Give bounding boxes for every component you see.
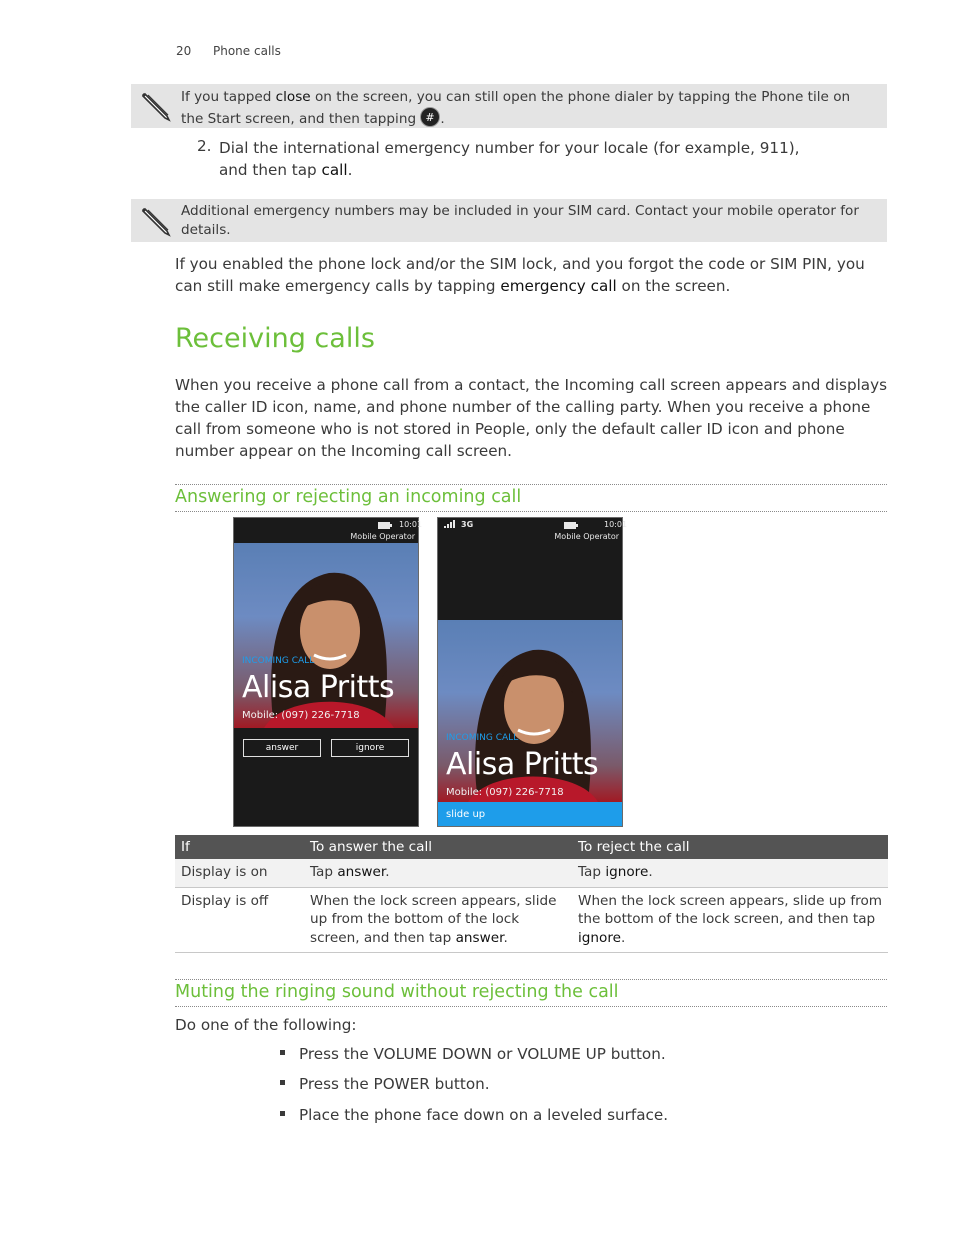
emergency-call-keyword: emergency call [500, 277, 617, 295]
answer-reject-table [175, 835, 888, 953]
ignore-keyword: ignore [605, 864, 649, 880]
table-cell: When the lock screen appears, slide up from the bottom of the lock screen, and then tap ignore. [572, 887, 888, 953]
slide-up-bar[interactable] [438, 802, 622, 826]
table-header: To answer the call [304, 835, 572, 859]
intro-paragraph: When you receive a phone call from a contact, the Incoming call screen appears and displays the caller ID icon, name, and phone number of the calling party. When you receive a phone call from someone who is not stored in People, only the default caller ID icon and phone number appear on the Incoming call screen. [175, 376, 888, 460]
operator-label: Mobile Operator [554, 532, 619, 541]
clock: 10:01 [399, 520, 423, 529]
subheading-answering: Answering or rejecting an incoming call [175, 484, 887, 512]
heading-receiving-calls: Receiving calls [175, 323, 375, 354]
call-keyword: call [321, 161, 348, 179]
caller-name: Alisa Pritts [446, 747, 599, 782]
table-header-row [175, 835, 888, 859]
ignore-button[interactable]: ignore [331, 739, 409, 757]
step-text: Dial the international emergency number for your locale (for example, 911), and then tap call. [219, 139, 800, 179]
caller-number: Mobile: (097) 226-7718 [242, 710, 360, 721]
pencil-note-icon [139, 205, 173, 239]
note-text: Additional emergency numbers may be included in your SIM card. Contact your mobile operator for details. [181, 203, 859, 238]
incoming-call-label: INCOMING CALL [446, 733, 519, 743]
operator-label: Mobile Operator [350, 532, 415, 541]
battery-icon [564, 522, 578, 529]
close-keyword: close [275, 89, 311, 105]
clock: 10:01 [604, 520, 628, 529]
keypad-icon: # [420, 107, 440, 127]
table-header: To reject the call [572, 835, 888, 859]
note-text: If you tapped close on the screen, you can still open the phone dialer by tapping the Phone tile on the Start screen, and then tapping # . [181, 89, 851, 127]
subheading-muting: Muting the ringing sound without rejecting the call [175, 979, 887, 1007]
caller-name: Alisa Pritts [242, 670, 395, 705]
slide-up-label: slide up [446, 809, 486, 820]
note-box-emergency [131, 199, 887, 242]
bullet-icon [280, 1050, 285, 1055]
table-header: If [175, 835, 304, 859]
table-cell: Tap answer. [304, 859, 572, 887]
network-label: 3G [461, 520, 474, 529]
incoming-call-label: INCOMING CALL [242, 656, 315, 666]
answer-keyword: answer [455, 929, 504, 946]
table-cell: Display is on [175, 859, 304, 887]
phone-screenshot-display-off [437, 517, 628, 827]
note-box-close [131, 84, 887, 128]
answer-keyword: answer [337, 864, 386, 880]
do-one-text: Do one of the following: [175, 1016, 357, 1034]
caller-number: Mobile: (097) 226-7718 [446, 787, 564, 798]
lock-paragraph: If you enabled the phone lock and/or the SIM lock, and you forgot the code or SIM PIN, you can still make emergency calls by tapping emergency call on the screen. [175, 255, 865, 295]
page-number: 20 [176, 44, 192, 58]
table-cell: When the lock screen appears, slide up from the bottom of the lock screen, and then tap answer. [304, 887, 572, 953]
table-cell: Tap ignore. [572, 859, 888, 887]
phone-screenshot-display-on [233, 517, 423, 827]
table-cell: Display is off [175, 887, 304, 953]
battery-icon [378, 522, 392, 529]
list-item: Place the phone face down on a leveled surface. [280, 1106, 668, 1124]
signal-icon [444, 520, 456, 528]
section-title: Phone calls [213, 44, 281, 58]
step-number: 2. [197, 137, 212, 155]
bullet-icon [280, 1111, 285, 1116]
table-row [175, 859, 888, 887]
table-row [175, 887, 888, 953]
bullet-icon [280, 1080, 285, 1085]
answer-button[interactable]: answer [243, 739, 321, 757]
pencil-note-icon [139, 90, 173, 124]
list-item: Press the VOLUME DOWN or VOLUME UP button. [280, 1045, 666, 1063]
list-item: Press the POWER button. [280, 1075, 490, 1093]
ignore-keyword: ignore [578, 929, 621, 946]
